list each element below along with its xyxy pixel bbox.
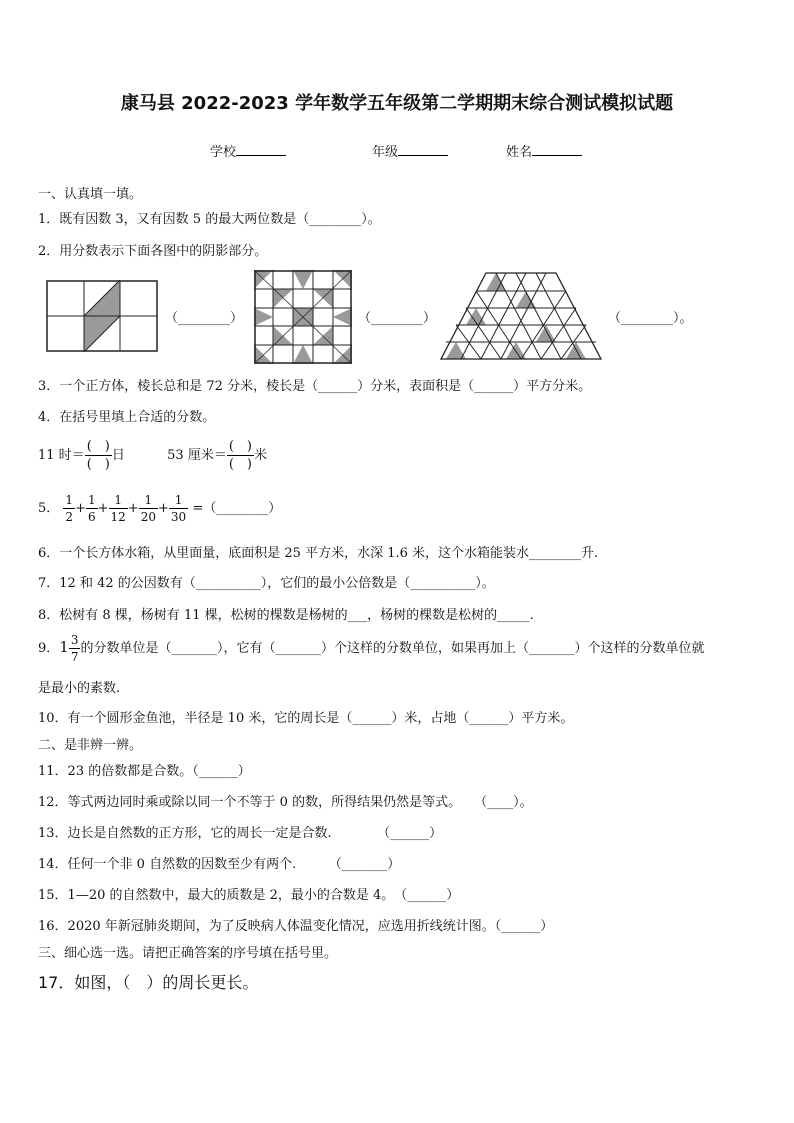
question-12: 12．等式两边同时乘或除以同一个不等于 0 的数，所得结果仍然是等式。 （____）。 bbox=[38, 795, 533, 810]
plus-sign: + bbox=[97, 501, 109, 516]
q5-fraction-2: $\frac{1}{6}$ bbox=[87, 493, 96, 524]
q4b-fraction[interactable] bbox=[227, 440, 254, 471]
question-14: 14．任何一个非 0 自然数的因数至少有两个. （_______） bbox=[38, 857, 401, 872]
q9-number: 9． bbox=[38, 641, 60, 656]
q5-fraction-4: $\frac{1}{20}$ bbox=[140, 493, 156, 524]
q4a-fraction[interactable] bbox=[85, 440, 112, 471]
question-8: 8．松树有 8 棵，杨树有 11 棵，松树的棵数是杨树的___，杨树的棵数是松树的_____. bbox=[38, 608, 534, 623]
school-field[interactable] bbox=[210, 141, 286, 160]
q9-whole: 1 bbox=[59, 638, 69, 656]
q9-text: 的分数单位是（_______），它有（_______）个这样的分数单位，如果再加上（_______）个这样的分数单位就 bbox=[80, 641, 705, 656]
q4a-denominator[interactable]: ( ) bbox=[86, 457, 110, 472]
figure-square-pattern bbox=[254, 270, 352, 364]
school-blank[interactable] bbox=[236, 143, 286, 156]
question-4: 4．在括号里填上合适的分数。 bbox=[38, 410, 216, 425]
figure-3-answer[interactable]: （________）。 bbox=[608, 311, 693, 326]
q4b-left: 53 厘米＝ bbox=[167, 448, 227, 463]
name-field[interactable] bbox=[506, 141, 582, 160]
school-label: 学校 bbox=[210, 145, 237, 160]
question-4-row bbox=[38, 440, 267, 471]
q5-fraction-3: $\frac{1}{12}$ bbox=[110, 493, 126, 524]
section-2-heading: 二、是非辨一辨。 bbox=[38, 738, 143, 753]
q5-fraction-1: $\frac{1}{2}$ bbox=[65, 493, 74, 524]
figure-trapezoid-triangles bbox=[440, 268, 602, 360]
question-11: 11．23 的倍数都是合数。（______） bbox=[38, 764, 251, 779]
plus-sign: + bbox=[75, 501, 86, 516]
q5-fraction-5: $\frac{1}{30}$ bbox=[170, 493, 187, 524]
name-label: 姓名 bbox=[506, 145, 533, 160]
q4a-left: 11 时＝ bbox=[38, 448, 85, 463]
q5-answer[interactable]: =（________） bbox=[192, 501, 282, 516]
section-1-heading: 一、认真填一填。 bbox=[38, 187, 143, 202]
q4b-numerator[interactable]: ( ) bbox=[228, 439, 252, 454]
q5-number: 5． bbox=[38, 501, 60, 516]
grade-field[interactable] bbox=[372, 141, 448, 160]
q4a-right: 日 bbox=[111, 448, 125, 463]
figure-1-answer[interactable]: （________） bbox=[165, 311, 244, 326]
question-9 bbox=[38, 634, 704, 663]
page-title: 康马县 2022-2023 学年数学五年级第二学期期末综合测试模拟试题 bbox=[120, 93, 674, 114]
question-3: 3．一个正方体，棱长总和是 72 分米，棱长是（______）分米，表面积是（______）平方分米。 bbox=[38, 379, 592, 394]
q4a-numerator[interactable]: ( ) bbox=[86, 439, 110, 454]
question-9-continued: 是最小的素数. bbox=[38, 681, 121, 696]
question-6: 6．一个长方体水箱，从里面量，底面积是 25 平方米，水深 1.6 米，这个水箱能装水________升. bbox=[38, 546, 599, 561]
q9-fraction: $\frac{3}{7}$ bbox=[70, 633, 79, 664]
question-17: 17．如图，（ ）的周长更长。 bbox=[38, 973, 259, 992]
question-1: 1．既有因数 3，又有因数 5 的最大两位数是（________）。 bbox=[38, 212, 381, 227]
plus-sign: + bbox=[127, 501, 139, 516]
q4b-right: 米 bbox=[253, 448, 267, 463]
question-13: 13．边长是自然数的正方形，它的周长一定是合数. （______） bbox=[38, 826, 443, 841]
figure-grid-rectangle bbox=[46, 280, 158, 352]
section-3-heading: 三、细心选一选。请把正确答案的序号填在括号里。 bbox=[38, 946, 338, 961]
question-2: 2．用分数表示下面各图中的阴影部分。 bbox=[38, 244, 268, 259]
question-7: 7．12 和 42 的公因数有（__________），它们的最小公倍数是（__________）。 bbox=[38, 576, 495, 591]
plus-sign: + bbox=[157, 501, 169, 516]
grade-label: 年级 bbox=[372, 145, 399, 160]
question-16: 16．2020 年新冠肺炎期间，为了反映病人体温变化情况，应选用折线统计图。（______） bbox=[38, 919, 554, 934]
grade-blank[interactable] bbox=[398, 143, 448, 156]
question-15: 15．1—20 的自然数中，最大的质数是 2，最小的合数是 4。 （______） bbox=[38, 888, 460, 903]
question-10: 10．有一个圆形金鱼池，半径是 10 米，它的周长是（______）米，占地（______）平方米。 bbox=[38, 711, 574, 726]
q4b-denominator[interactable]: ( ) bbox=[228, 457, 252, 472]
name-blank[interactable] bbox=[532, 143, 582, 156]
figure-2-answer[interactable]: （________） bbox=[358, 311, 437, 326]
question-5 bbox=[38, 494, 281, 523]
